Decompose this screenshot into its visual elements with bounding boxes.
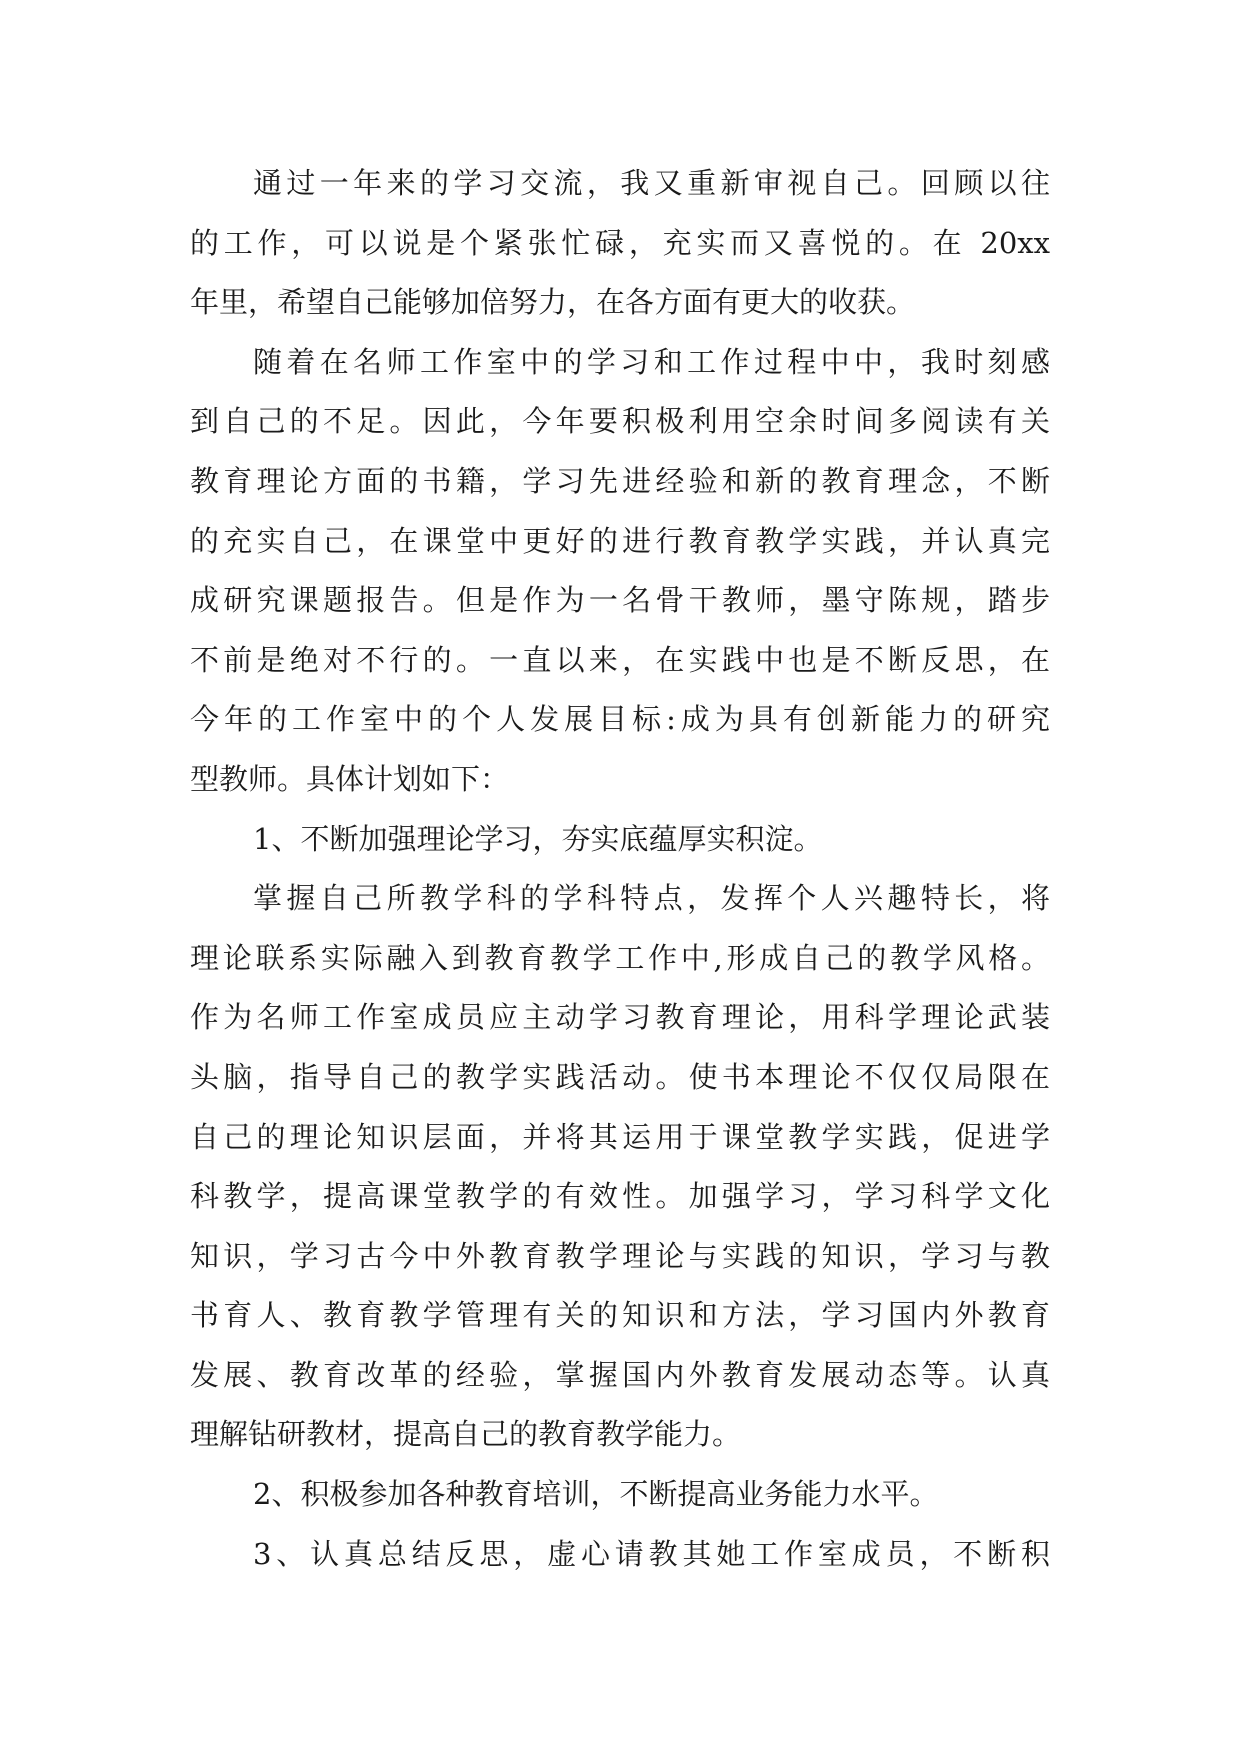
list-item-2-heading: 2、积极参加各种教育培训，不断提高业务能力水平。 [253,1477,939,1512]
paragraph-1-line-3: 年里，希望自己能够加倍努力，在各方面有更大的收获。 [190,285,916,320]
paragraph-2-line-3: 教育理论方面的书籍，学习先进经验和新的教育理念，不断 [190,463,1050,498]
paragraph-4-line-2: 理论联系实际融入到教育教学工作中,形成自己的教学风格。 [190,940,1050,975]
paragraph-4-line-1: 掌握自己所教学科的学科特点，发挥个人兴趣特长，将 [253,881,1050,916]
paragraph-4-line-3: 作为名师工作室成员应主动学习教育理论，用科学理论武装 [190,1000,1050,1035]
paragraph-4-line-4: 头脑，指导自己的教学实践活动。使书本理论不仅仅局限在 [190,1059,1050,1094]
paragraph-2-line-5: 成研究课题报告。但是作为一名骨干教师，墨守陈规，踏步 [190,583,1050,618]
paragraph-4-line-6: 科教学，提高课堂教学的有效性。加强学习，学习科学文化 [190,1179,1050,1214]
paragraph-4-line-9: 发展、教育改革的经验，掌握国内外教育发展动态等。认真 [190,1357,1050,1392]
list-item-1-heading: 1、不断加强理论学习，夯实底蕴厚实积淀。 [253,821,823,856]
paragraph-4-line-5: 自己的理论知识层面，并将其运用于课堂教学实践，促进学 [190,1119,1050,1154]
paragraph-1-line-1: 通过一年来的学习交流，我又重新审视自己。回顾以往 [253,166,1050,200]
paragraph-2-line-6: 不前是绝对不行的。一直以来，在实践中也是不断反思，在 [190,642,1050,677]
paragraph-4-line-10: 理解钻研教材，提高自己的教育教学能力。 [190,1417,742,1452]
paragraph-1-line-2: 的工作，可以说是个紧张忙碌，充实而又喜悦的。在 20xx [190,225,1050,260]
paragraph-2-line-8: 型教师。具体计划如下： [190,761,510,796]
paragraph-2-line-7: 今年的工作室中的个人发展目标:成为具有创新能力的研究 [190,702,1050,737]
list-item-3-heading: 3、认真总结反思，虚心请教其她工作室成员，不断积 [253,1536,1050,1571]
paragraph-2-line-1: 随着在名师工作室中的学习和工作过程中中，我时刻感 [253,344,1050,379]
paragraph-2-line-4: 的充实自己，在课堂中更好的进行教育教学实践，并认真完 [190,523,1050,558]
paragraph-2-line-2: 到自己的不足。因此，今年要积极利用空余时间多阅读有关 [190,404,1050,439]
paragraph-4-line-7: 知识，学习古今中外教育教学理论与实践的知识，学习与教 [190,1238,1050,1273]
document-body [190,154,1050,1584]
paragraph-4-line-8: 书育人、教育教学管理有关的知识和方法，学习国内外教育 [190,1298,1050,1333]
